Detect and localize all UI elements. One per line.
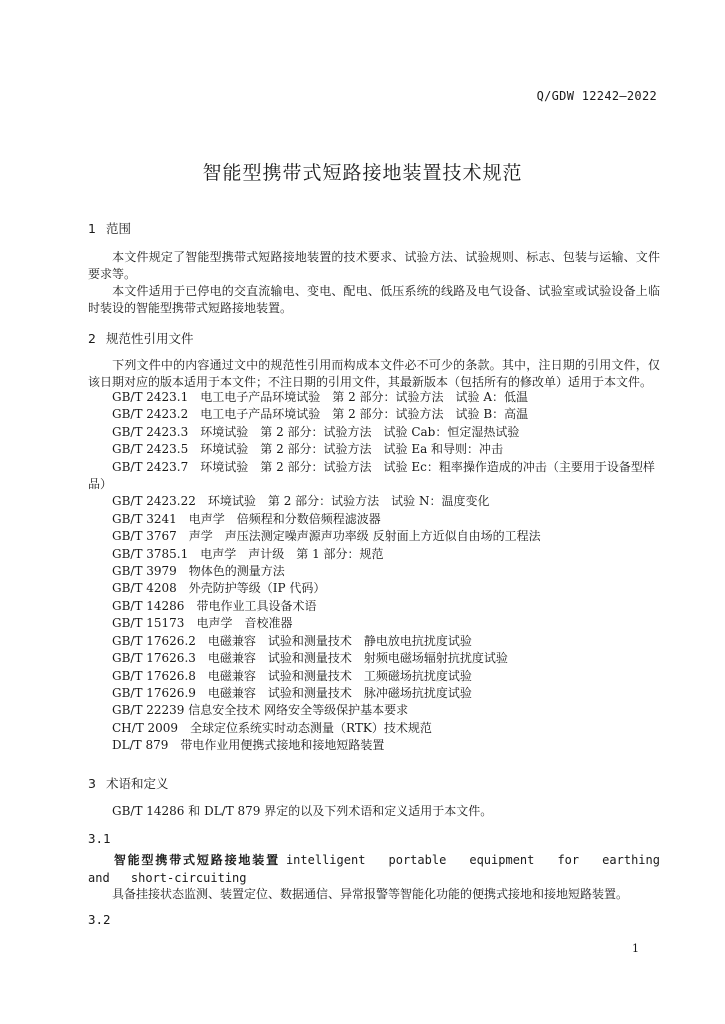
reference-item: GB/T 2423.1 电工电子产品环境试验 第 2 部分：试验方法 试验 A：低温 [112,390,529,404]
section-2-heading [88,329,194,347]
paragraph-text: 本文件规定了智能型携带式短路接地装置的技术要求、试验方法、试验规则、标志、包装与运输、文件要求等。 [88,250,660,282]
reference-item: GB/T 2423.22 环境试验 第 2 部分：试验方法 试验 N：温度变化 [112,494,490,509]
reference-item: GB/T 22239 信息安全技术 网络安全等级保护基本要求 [112,703,409,718]
reference-item: GB/T 15173 电声学 音校准器 [112,616,293,631]
section-title: 术语和定义 [106,776,169,791]
reference-item: GB/T 3979 物体色的测量方法 [112,564,285,579]
section-1-paragraph-2 [88,283,660,317]
section-3-intro [88,803,660,820]
reference-item: GB/T 4208 外壳防护等级（IP 代码） [112,581,326,596]
reference-item: GB/T 14286 带电作业工具设备术语 [112,598,317,613]
paragraph-text: 具备挂接状态监测、装置定位、数据通信、异常报警等智能化功能的便携式接地和接地短路装置。 [112,887,629,901]
reference-item: GB/T 17626.3 电磁兼容 试验和测量技术 射频电磁场辐射抗扰度试验 [112,651,508,666]
term-english: intelligent portable equipment for earthing and short-circuiting [88,853,660,885]
reference-item: DL/T 879 带电作业用便携式接地和接地短路装置 [112,738,385,753]
section-1-heading [88,219,131,237]
section-3-heading [88,774,169,792]
section-number: 3 [88,776,96,791]
section-2-intro [88,357,660,391]
reference-item: GB/T 2423.3 环境试验 第 2 部分：试验方法 试验 Cab：恒定湿热试验 [112,424,520,439]
paragraph-text: GB/T 14286 和 DL/T 879 界定的以及下列术语和定义适用于本文件。 [112,804,493,818]
section-title: 规范性引用文件 [106,331,194,346]
term-definition [88,886,660,903]
paragraph-text: 下列文件中的内容通过文中的规范性引用而构成本文件必不可少的条款。其中，注日期的引用文件，仅该日期对应的版本适用于本文件；不注日期的引用文件，其最新版本（包括所有的修改单）适用于本文件。 [88,358,660,390]
reference-item: GB/T 17626.2 电磁兼容 试验和测量技术 静电放电抗扰度试验 [112,633,472,648]
reference-item: GB/T 17626.9 电磁兼容 试验和测量技术 脉冲磁场抗扰度试验 [112,685,472,700]
section-number: 2 [88,331,96,346]
document-title: 智能型携带式短路接地装置技术规范 [202,162,523,184]
section-1-paragraph-1 [88,249,660,283]
term-number: 3.2 [88,912,111,927]
term-entry [88,852,660,887]
term-number: 3.1 [88,831,111,846]
reference-item: GB/T 3241 电声学 倍频程和分数倍频程滤波器 [112,511,381,526]
reference-item: GB/T 3785.1 电声学 声计级 第 1 部分：规范 [112,546,384,561]
paragraph-text: 本文件适用于已停电的交直流输电、变电、配电、低压系统的线路及电气设备、试验室或试验设备上临时装设的智能型携带式短路接地装置。 [88,284,660,316]
reference-item: CH/T 2009 全球定位系统实时动态测量（RTK）技术规范 [112,720,432,735]
reference-item: GB/T 2423.2 电工电子产品环境试验 第 2 部分：试验方法 试验 B：高温 [112,407,529,422]
reference-item: GB/T 2423.5 环境试验 第 2 部分：试验方法 试验 Ea 和导则：冲击 [112,442,504,457]
term-chinese: 智能型携带式短路接地装置 [112,853,280,867]
section-number: 1 [88,221,96,236]
reference-item: GB/T 2423.7 环境试验 第 2 部分：试验方法 试验 Ec：粗率操作造成的冲击（主要用于设备型样品） [88,459,655,492]
normative-reference-list [88,389,660,755]
document-code: Q/GDW 12242—2022 [536,89,657,103]
page-number: 1 [632,942,639,955]
reference-item: GB/T 17626.8 电磁兼容 试验和测量技术 工频磁场抗扰度试验 [112,668,472,683]
reference-item: GB/T 3767 声学 声压法测定噪声源声功率级 反射面上方近似自由场的工程法 [112,529,541,544]
section-title: 范围 [106,221,132,236]
